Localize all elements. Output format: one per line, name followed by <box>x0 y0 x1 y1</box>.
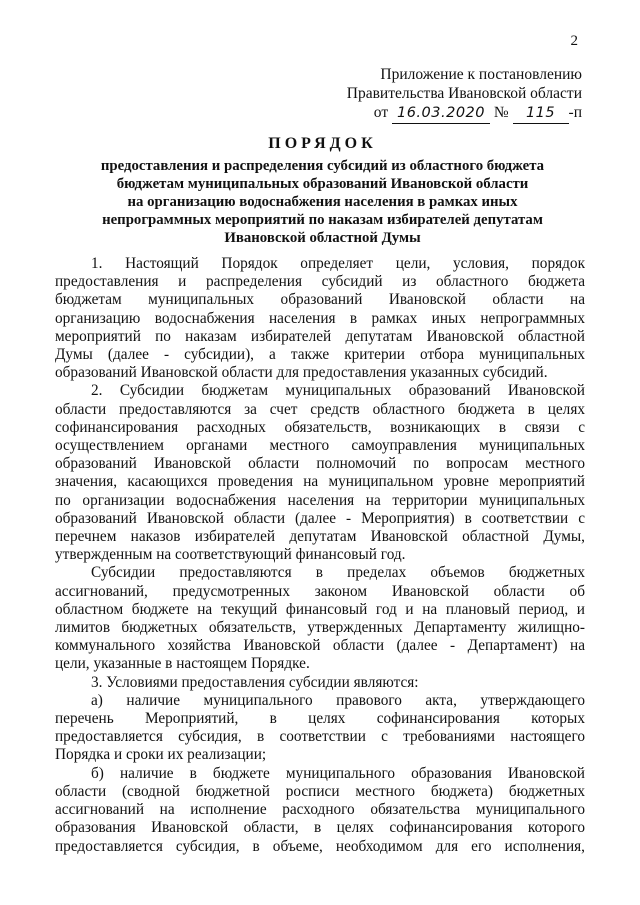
subtitle-line: на организацию водоснабжения населения в рамках иных <box>127 194 518 210</box>
body-line: коммунального хозяйства Ивановской области (далее - Департамент) на <box>55 637 585 655</box>
handwritten-number: 115 <box>513 104 569 124</box>
body-line: образования Ивановской области, в целях софинансирования которого <box>55 819 585 837</box>
body-line: предоставляется субсидия, в объеме, необходимом для его исполнения, <box>55 837 585 855</box>
body-line: ассигнований на исполнение расходного обязательства муниципального <box>55 801 585 819</box>
body-line: Порядка и сроки их реализации; <box>55 746 267 764</box>
body-line: образований Ивановской области (далее - Мероприятия) в соответствии с <box>55 509 585 527</box>
number-label: № <box>493 104 509 121</box>
body-line: софинансирования расходных обязательств, возникающих в связи с <box>55 418 585 436</box>
body-line: предоставляется субсидия, в соответствии с требованиями настоящего <box>55 728 585 746</box>
body-line: перечень Мероприятий, в целях софинансирования которых <box>55 710 585 728</box>
body-line: б) наличие в бюджете муниципального образования Ивановской <box>91 764 585 782</box>
body-line: ассигнований, предусмотренных законом Ивановской области об <box>55 582 585 600</box>
body-line: 2. Субсидии бюджетам муниципальных образований Ивановской <box>91 382 585 400</box>
subtitle-line: бюджетам муниципальных образований Ивановской области <box>116 176 529 192</box>
body-line: лимитов бюджетных обязательств, утвержденных Департаменту жилищно- <box>55 619 585 637</box>
body-line: Думы (далее - субсидии), а также критерии отбора муниципальных <box>55 346 585 364</box>
appendix-header <box>282 65 582 124</box>
body-line: а) наличие муниципального правового акта, утверждающего <box>91 691 585 709</box>
body-line: предоставления и распределения субсидий из областного бюджета <box>55 273 585 291</box>
body-line: цели, указанные в настоящем Порядке. <box>55 655 310 673</box>
from-label: от <box>373 104 389 121</box>
document-title: ПОРЯДОК <box>268 135 377 152</box>
appendix-line-2: Правительства Ивановской области <box>346 85 582 102</box>
body-line: утвержденным на соответствующий финансовый год. <box>55 546 406 564</box>
body-line: образований Ивановской области полномочий по вопросам местного <box>55 455 585 473</box>
page-number: 2 <box>570 33 578 49</box>
number-suffix: -п <box>568 104 582 121</box>
body-line: бюджетам муниципальных образований Ивановской области на <box>55 291 585 309</box>
body-line: по организации водоснабжения населения на территории муниципальных <box>55 491 585 509</box>
body-line: осуществлением органами местного самоуправления муниципальных <box>55 437 585 455</box>
appendix-line-1: Приложение к постановлению <box>380 66 582 83</box>
body-line: организацию водоснабжения населения в рамках иных непрограммных <box>55 309 585 327</box>
document-title-block <box>60 133 585 247</box>
appendix-date-line <box>282 103 582 124</box>
body-line: области (сводной бюджетной росписи местного бюджета) бюджетных <box>55 782 585 800</box>
body-line: мероприятий по наказам избирателей депутатам Ивановской областной <box>55 327 585 345</box>
subtitle-line: непрограммных мероприятий по наказам избирателей депутатам <box>102 212 543 228</box>
handwritten-date: 16.03.2020 <box>392 104 490 124</box>
body-line: перечнем наказов избирателей депутатам Ивановской областной Думы, <box>55 528 585 546</box>
body-line: области предоставляются за счет средств областного бюджета в целях <box>55 400 585 418</box>
document-body <box>55 255 585 856</box>
document-subtitle <box>60 157 585 247</box>
body-line: 1. Настоящий Порядок определяет цели, условия, порядок <box>91 255 585 272</box>
subtitle-line: предоставления и распределения субсидий из областного бюджета <box>100 158 545 174</box>
body-line: 3. Условиями предоставления субсидии являются: <box>91 673 419 691</box>
body-line: значения, касающихся проведения на муниципальном уровне мероприятий <box>55 473 585 491</box>
body-line: областном бюджете на текущий финансовый год и на плановый период, и <box>55 600 585 618</box>
body-line: образований Ивановской области для предоставления указанных субсидий. <box>55 364 548 382</box>
subtitle-line: Ивановской областной Думы <box>224 230 421 246</box>
body-line: Субсидии предоставляются в пределах объемов бюджетных <box>91 564 585 582</box>
